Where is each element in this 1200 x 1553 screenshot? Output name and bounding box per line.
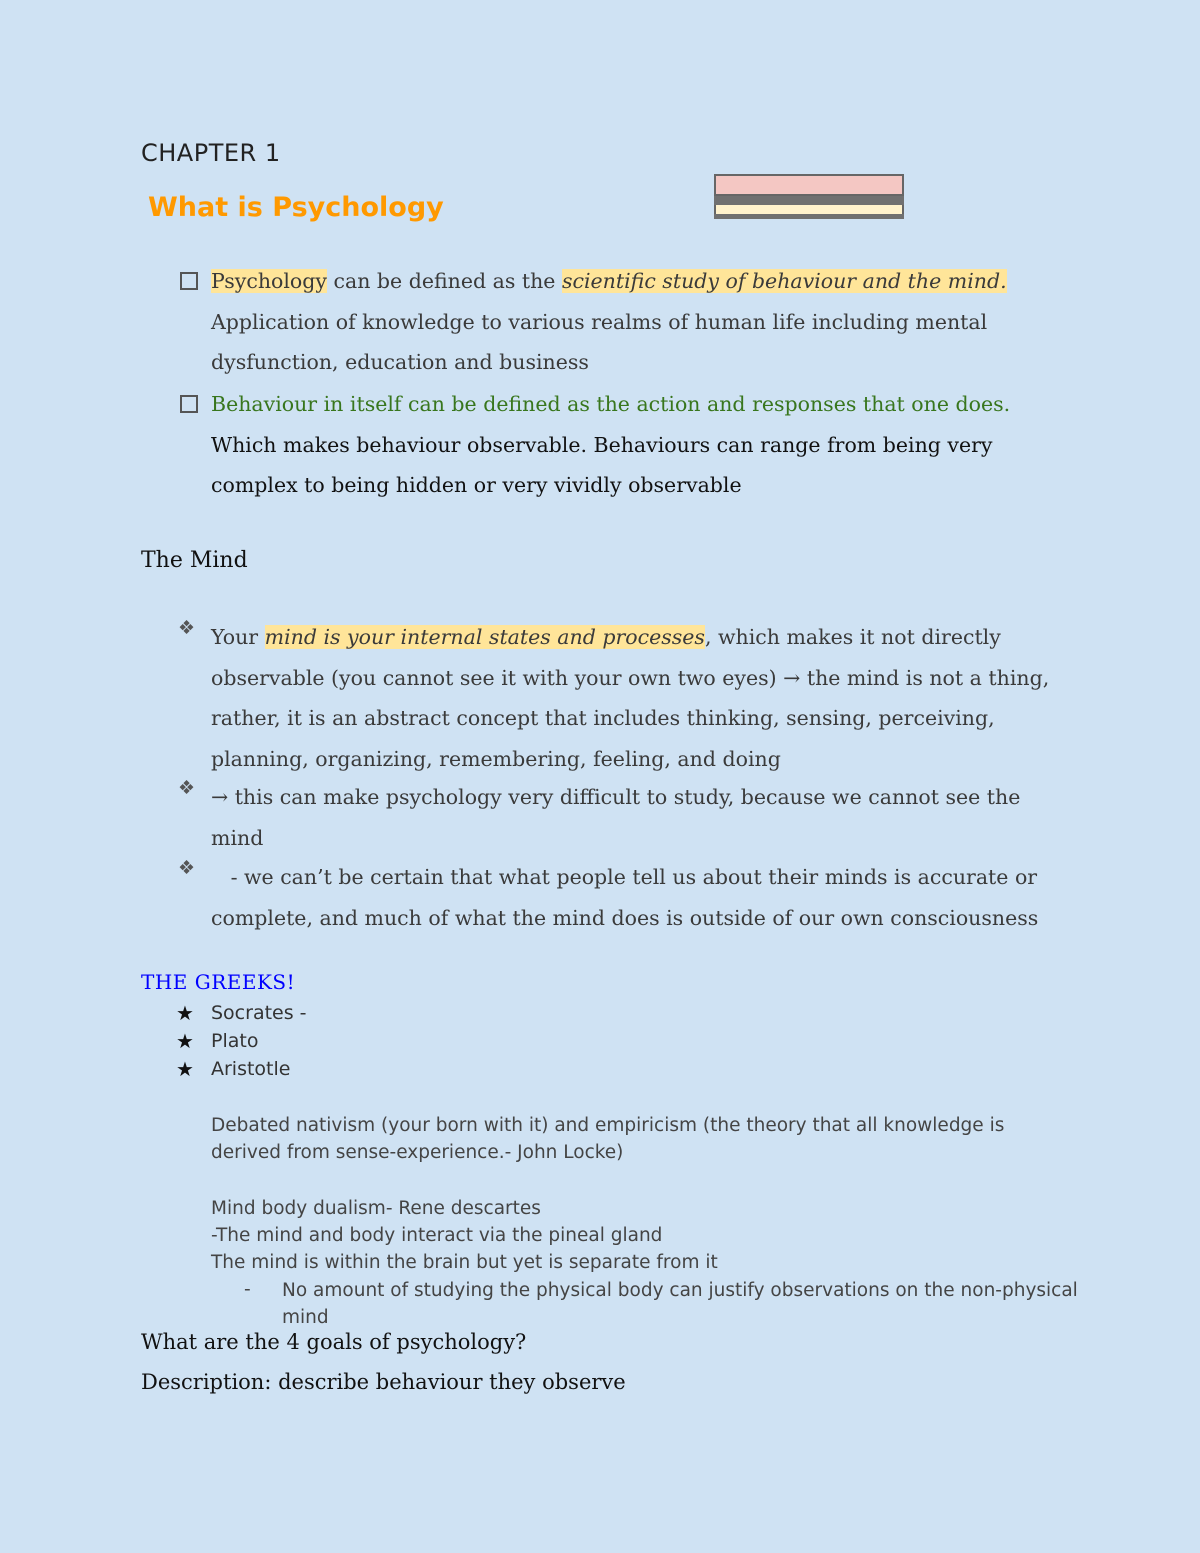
chapter-label: CHAPTER 1 [141,139,281,167]
mind-point-3: - we can’t be certain that what people tell us about their minds is accurate or complete, and much of what the mind does is outside of our own consciousness [211,865,1044,930]
list-item: Aristotle [211,1058,291,1080]
decorative-stripe [714,174,904,219]
bullet-psychology-definition [211,261,1071,383]
bullet-text: can be defined as the [326,269,562,293]
mind-point-1 [211,617,1071,779]
goals-question: What are the 4 goals of psychology? [141,1330,527,1354]
section-heading-mind: The Mind [141,548,248,573]
goals-description: Description: describe behaviour they observe [141,1370,626,1394]
diamond-icon: ❖ [178,777,196,799]
green-definition: Behaviour in itself can be defined as the action and responses that one does. [211,392,1011,416]
mind-point-2: → this can make psychology very difficult to study, because we cannot see the mind [211,785,1021,850]
diamond-icon: ❖ [178,857,196,879]
highlight-term: Psychology [211,269,327,293]
page-title: What is Psychology [148,192,444,223]
bullet-text: Which makes behaviour observable. Behaviours can range from being very complex to being hidden or very vividly observable [211,432,993,497]
list-item: Socrates - [211,1002,307,1024]
star-icon: ★ [176,1057,194,1081]
dualism-line: The mind is within the brain but yet is separate from it [211,1252,718,1273]
dualism-subpoint: No amount of studying the physical body can justify observations on the non-physical mind [282,1280,1078,1328]
highlight-mind: mind is your internal states and processes [264,625,705,649]
section-heading-greeks: THE GREEKS! [141,970,296,994]
checkbox-icon [180,395,198,413]
star-icon: ★ [176,1001,194,1025]
dualism-line: Mind body dualism- Rene descartes [211,1198,541,1219]
list-item: Plato [211,1030,259,1052]
star-icon: ★ [176,1029,194,1053]
checkbox-icon [180,272,198,290]
dualism-line: -The mind and body interact via the pineal gland [211,1225,663,1246]
highlight-definition: scientific study of behaviour and the mind. [561,269,1007,293]
bullet-text: Application of knowledge to various realms of human life including mental dysfunction, education and business [211,309,988,374]
bullet-text: Your [211,625,265,649]
diamond-icon: ❖ [178,617,196,639]
debated-paragraph: Debated nativism (your born with it) and empiricism (the theory that all knowledge is derived from sense-experience.- John Locke) [211,1115,1005,1163]
dash-marker: - [244,1279,251,1300]
bullet-behaviour-definition [211,384,1071,506]
bullet-text: , which makes it not directly observable (you cannot see it with your own two eyes) → the mind is not a thing, rather, it is an abstract concept that includes thinking, sensing, perceiving, planning, organizing, remembering, feeling, and doing [211,625,1050,771]
